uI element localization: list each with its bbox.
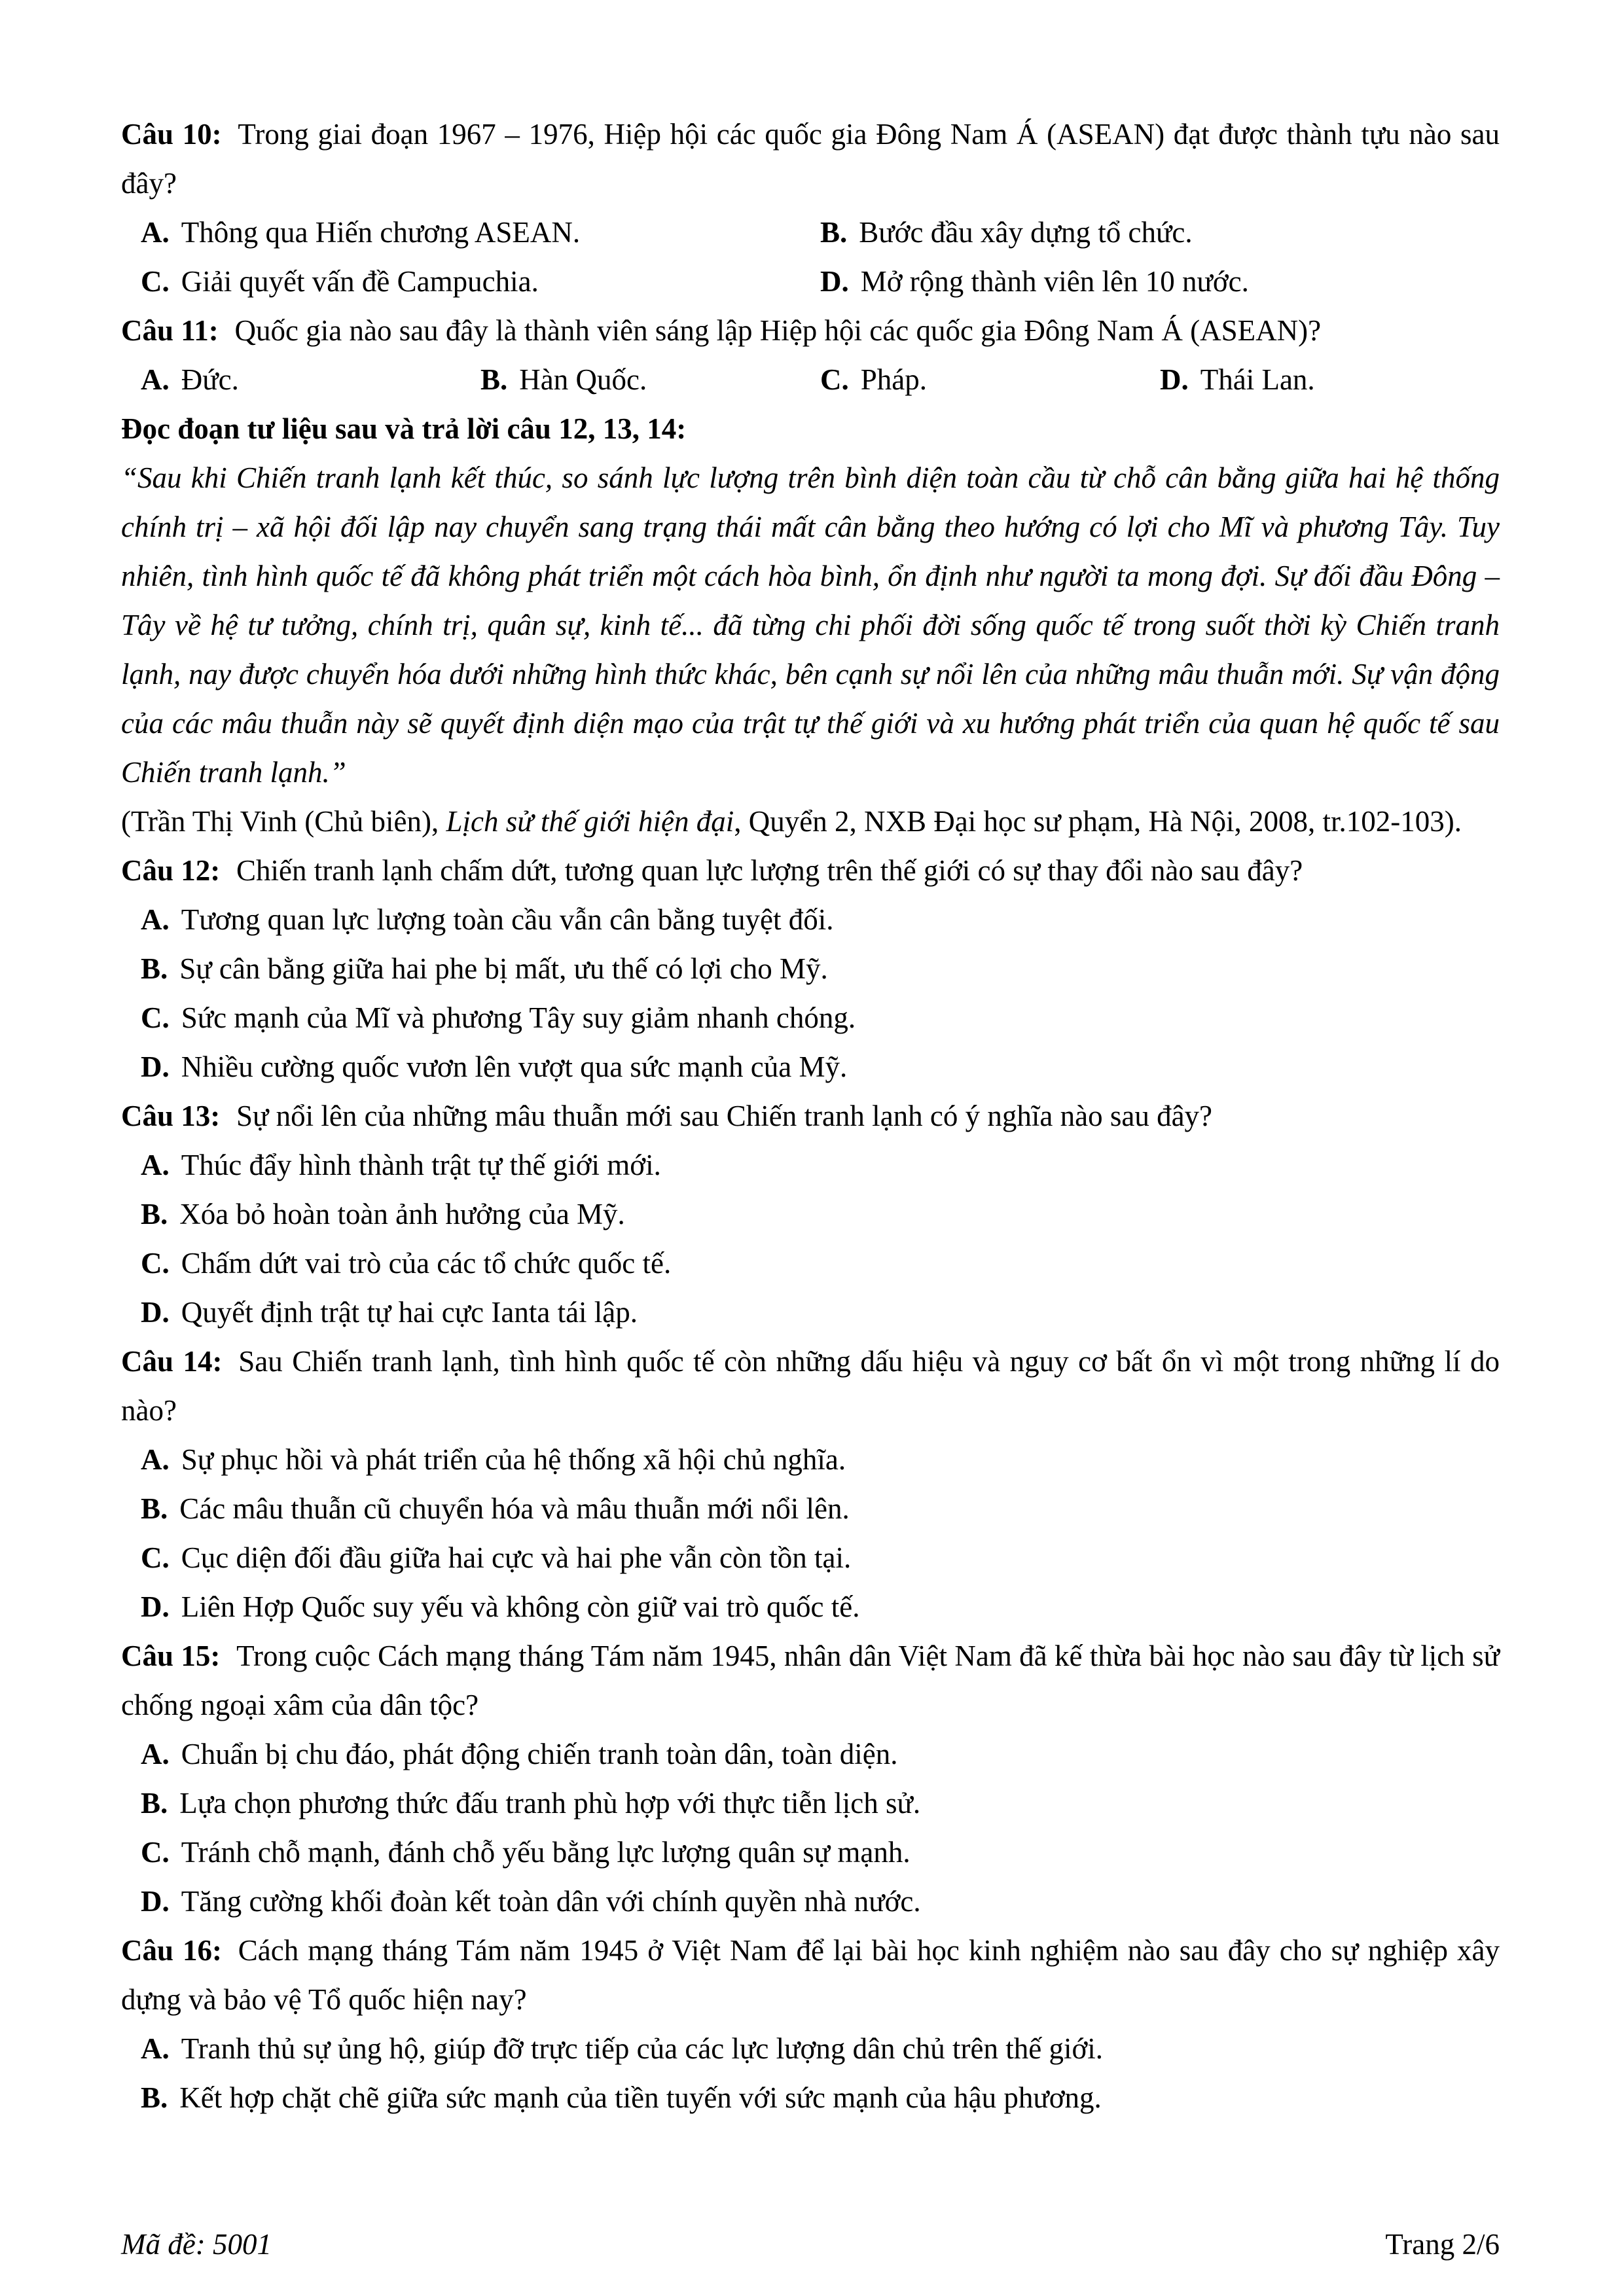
question-12-text: Chiến tranh lạnh chấm dứt, tương quan lực lượng trên thế giới có sự thay đổi nào sau đây? [236, 854, 1303, 887]
option-label: D. [1160, 363, 1189, 396]
question-11-option-d [1160, 355, 1500, 404]
exam-content [121, 110, 1500, 2123]
option-label: C. [141, 1247, 170, 1280]
question-11-text: Quốc gia nào sau đây là thành viên sáng lập Hiệp hội các quốc gia Đông Nam Á (ASEAN)? [234, 314, 1322, 347]
option-text: Thông qua Hiến chương ASEAN. [181, 216, 581, 249]
option-text: Tăng cường khối đoàn kết toàn dân với chính quyền nhà nước. [181, 1885, 921, 1918]
option-text: Cục diện đối đầu giữa hai cực và hai phe vẫn còn tồn tại. [181, 1541, 852, 1574]
option-label: C. [141, 1836, 170, 1869]
option-label: C. [141, 1001, 170, 1034]
question-16-text: Cách mạng tháng Tám năm 1945 ở Việt Nam để lại bài học kinh nghiệm nào sau đây cho sự nghiệp xây dựng và bảo vệ Tổ quốc hiện nay? [121, 1934, 1500, 2016]
question-16-option-a [141, 2024, 1500, 2073]
question-12-option-c [141, 994, 1500, 1043]
option-label: B. [820, 216, 848, 249]
question-16-label: Câu 16: [121, 1934, 223, 1967]
question-14-option-d [141, 1583, 1500, 1632]
option-label: C. [141, 1541, 170, 1574]
option-label: C. [820, 363, 849, 396]
option-label: B. [141, 952, 168, 985]
question-10 [121, 110, 1500, 208]
options-row [141, 208, 1500, 257]
question-13 [121, 1092, 1500, 1141]
question-13-option-d [141, 1288, 1500, 1337]
page-footer [121, 2220, 1500, 2269]
question-15-label: Câu 15: [121, 1640, 221, 1672]
option-text: Lựa chọn phương thức đấu tranh phù hợp với thực tiễn lịch sử. [179, 1787, 921, 1820]
option-label: B. [141, 1198, 168, 1230]
question-10-text: Trong giai đoạn 1967 – 1976, Hiệp hội các quốc gia Đông Nam Á (ASEAN) đạt được thành tựu nào sau đây? [121, 118, 1500, 200]
option-label: A. [141, 903, 170, 936]
option-text: Sức mạnh của Mĩ và phương Tây suy giảm nhanh chóng. [181, 1001, 856, 1034]
question-15-text: Trong cuộc Cách mạng tháng Tám năm 1945, nhân dân Việt Nam đã kế thừa bài học nào sau đây từ lịch sử chống ngoại xâm của dân tộc? [121, 1640, 1500, 1721]
question-10-option-b [820, 208, 1500, 257]
question-11-option-c [820, 355, 1160, 404]
option-label: B. [141, 2081, 168, 2114]
option-text: Giải quyết vấn đề Campuchia. [181, 265, 539, 298]
question-11-label: Câu 11: [121, 314, 219, 347]
option-text: Bước đầu xây dựng tổ chức. [859, 216, 1193, 249]
citation [121, 797, 1500, 846]
question-13-option-c [141, 1239, 1500, 1288]
option-text: Tranh thủ sự ủng hộ, giúp đỡ trực tiếp của các lực lượng dân chủ trên thế giới. [181, 2032, 1103, 2065]
question-12 [121, 846, 1500, 895]
option-text: Hàn Quốc. [519, 363, 647, 396]
option-text: Pháp. [860, 363, 927, 396]
question-12-options [121, 895, 1500, 1092]
reading-passage-heading: Đọc đoạn tư liệu sau và trả lời câu 12, 13, 14: [121, 412, 687, 445]
option-text: Liên Hợp Quốc suy yếu và không còn giữ vai trò quốc tế. [181, 1590, 860, 1623]
option-label: A. [141, 1738, 170, 1770]
question-15-options [121, 1730, 1500, 1926]
question-13-text: Sự nổi lên của những mâu thuẫn mới sau Chiến tranh lạnh có ý nghĩa nào sau đây? [236, 1100, 1213, 1132]
question-10-label: Câu 10: [121, 118, 222, 151]
option-label: A. [141, 363, 170, 396]
option-label: B. [141, 1492, 168, 1525]
options-row [141, 257, 1500, 306]
option-label: A. [141, 1443, 170, 1476]
question-12-option-b [141, 944, 1500, 994]
exam-code-label: Mã đề: 5001 [121, 2228, 272, 2261]
option-text: Tránh chỗ mạnh, đánh chỗ yếu bằng lực lượng quân sự mạnh. [181, 1836, 911, 1869]
reading-passage-quote: “Sau khi Chiến tranh lạnh kết thúc, so sánh lực lượng trên bình diện toàn cầu từ chỗ cân bằng giữa hai hệ thống chính trị – xã hội đối lập nay chuyển sang trạng thái mất cân bằng theo hướng có lợi cho Mĩ và phương Tây. Tuy nhiên, tình hình quốc tế đã không phát triển một cách hòa bình, ổn định như người ta mong đợi. Sự đối đầu Đông – Tây về hệ tư tưởng, chính trị, quân sự, kinh tế... đã từng chi phối đời sống quốc tế trong suốt thời kỳ Chiến tranh lạnh, nay được chuyển hóa dưới những hình thức khác, bên cạnh sự nổi lên của những mâu thuẫn mới. Sự vận động của các mâu thuẫn này sẽ quyết định diện mạo của trật tự thế giới và xu hướng phát triển của quan hệ quốc tế sau Chiến tranh lạnh.” [121, 461, 1500, 789]
question-10-option-c [141, 257, 820, 306]
question-12-option-d [141, 1043, 1500, 1092]
page-number-label: Trang 2/6 [1385, 2228, 1500, 2261]
question-13-options [121, 1141, 1500, 1337]
option-text: Thúc đẩy hình thành trật tự thế giới mới. [181, 1149, 661, 1181]
question-11-options [121, 355, 1500, 404]
question-15-option-c [141, 1828, 1500, 1877]
option-text: Chuẩn bị chu đáo, phát động chiến tranh toàn dân, toàn diện. [181, 1738, 898, 1770]
question-16-option-b [141, 2073, 1500, 2123]
question-11 [121, 306, 1500, 355]
option-text: Các mâu thuẫn cũ chuyển hóa và mâu thuẫn mới nổi lên. [179, 1492, 850, 1525]
question-14-option-c [141, 1534, 1500, 1583]
citation-prefix: (Trần Thị Vinh (Chủ biên), [121, 805, 446, 838]
option-text: Chấm dứt vai trò của các tổ chức quốc tế. [181, 1247, 672, 1280]
question-13-option-b [141, 1190, 1500, 1239]
question-10-option-d [820, 257, 1500, 306]
option-text: Kết hợp chặt chẽ giữa sức mạnh của tiền tuyến với sức mạnh của hậu phương. [179, 2081, 1102, 2114]
question-15-option-a [141, 1730, 1500, 1779]
option-text: Quyết định trật tự hai cực Ianta tái lập. [181, 1296, 638, 1329]
question-15-option-d [141, 1877, 1500, 1926]
option-label: D. [820, 265, 849, 298]
question-13-option-a [141, 1141, 1500, 1190]
question-14-text: Sau Chiến tranh lạnh, tình hình quốc tế còn những dấu hiệu và nguy cơ bất ổn vì một trong những lí do nào? [121, 1345, 1500, 1427]
question-15 [121, 1632, 1500, 1730]
option-label: D. [141, 1296, 170, 1329]
option-label: D. [141, 1050, 170, 1083]
option-label: C. [141, 265, 170, 298]
option-text: Xóa bỏ hoàn toàn ảnh hưởng của Mỹ. [179, 1198, 625, 1230]
option-label: A. [141, 1149, 170, 1181]
question-14-option-a [141, 1435, 1500, 1484]
question-11-option-b [480, 355, 820, 404]
question-11-option-a [141, 355, 480, 404]
question-10-options [121, 208, 1500, 306]
option-label: D. [141, 1885, 170, 1918]
option-text: Thái Lan. [1200, 363, 1315, 396]
option-label: A. [141, 2032, 170, 2065]
option-text: Sự phục hồi và phát triển của hệ thống xã hội chủ nghĩa. [181, 1443, 846, 1476]
question-14 [121, 1337, 1500, 1435]
option-text: Tương quan lực lượng toàn cầu vẫn cân bằng tuyệt đối. [181, 903, 834, 936]
option-text: Mở rộng thành viên lên 10 nước. [860, 265, 1249, 298]
option-text: Sự cân bằng giữa hai phe bị mất, ưu thế có lợi cho Mỹ. [179, 952, 828, 985]
question-16 [121, 1926, 1500, 2024]
question-13-label: Câu 13: [121, 1100, 221, 1132]
question-12-label: Câu 12: [121, 854, 221, 887]
question-14-label: Câu 14: [121, 1345, 223, 1378]
citation-title: Lịch sử thế giới hiện đại [446, 805, 734, 838]
option-text: Nhiều cường quốc vươn lên vượt qua sức mạnh của Mỹ. [181, 1050, 848, 1083]
option-label: B. [141, 1787, 168, 1820]
option-label: D. [141, 1590, 170, 1623]
question-10-option-a [141, 208, 820, 257]
question-14-option-b [141, 1484, 1500, 1534]
question-16-options [121, 2024, 1500, 2123]
option-text: Đức. [181, 363, 239, 396]
question-12-option-a [141, 895, 1500, 944]
option-label: B. [480, 363, 508, 396]
question-14-options [121, 1435, 1500, 1632]
options-row [141, 355, 1500, 404]
citation-suffix: , Quyển 2, NXB Đại học sư phạm, Hà Nội, 2008, tr.102-103). [734, 805, 1462, 838]
option-label: A. [141, 216, 170, 249]
question-15-option-b [141, 1779, 1500, 1828]
